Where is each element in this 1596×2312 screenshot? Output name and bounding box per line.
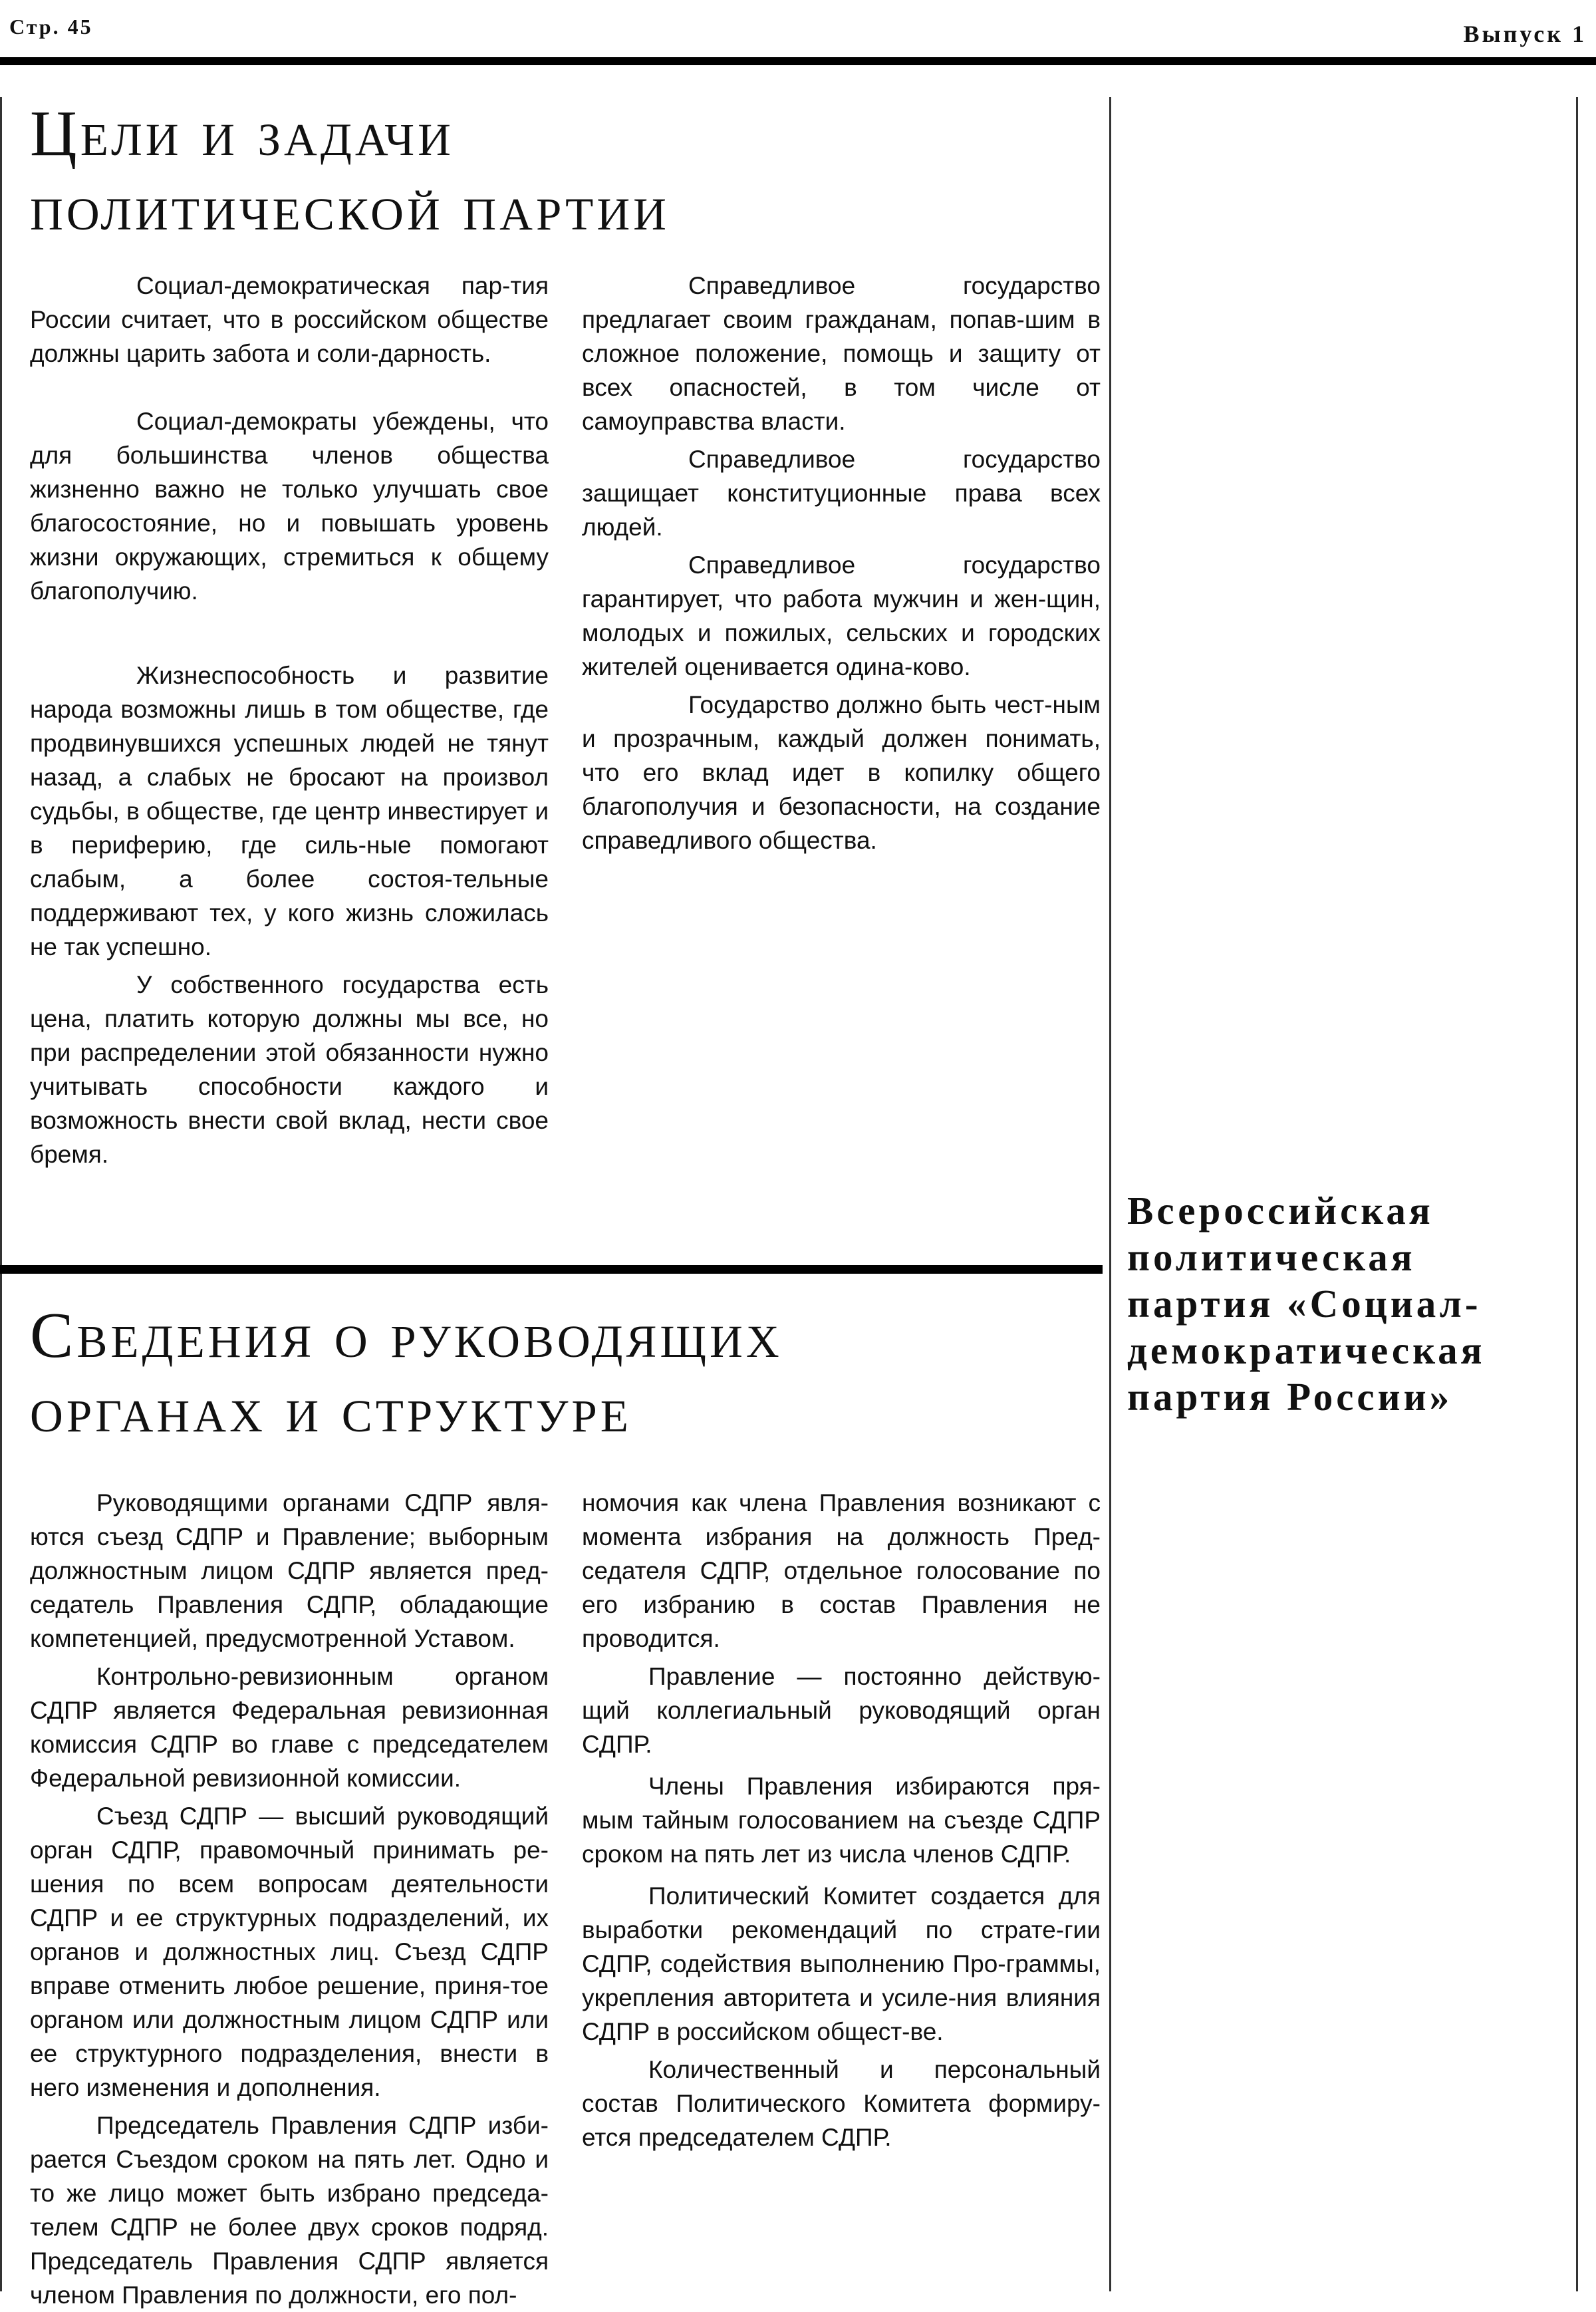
goals-right-column (582, 269, 1101, 857)
header-rule (0, 57, 1596, 65)
section-divider (0, 1265, 1103, 1274)
paragraph: Государство должно быть чест-ным и прозрачным, каждый должен понимать, что его вклад идет в копилку общего благополучия и безопасности, на создание справедливого общества. (582, 691, 1101, 854)
paragraph: Справедливое государство предлагает своим гражданам, попав-шим в сложное положение, помощь и защиту от всех опасностей, в том числе от самоуправства власти. (582, 272, 1101, 435)
sidebar-party-name: Всероссийская политическая партия «Социал-демократическая партия России» (1127, 1189, 1486, 1419)
page-number: Стр. 45 (9, 15, 93, 39)
paragraph: Жизнеспособность и развитие народа возможны лишь в том обществе, где продвинувшихся успешных людей не тянут назад, а слабых не бросают на произвол судьбы, в обществе, где центр инвестирует и в периферию, где силь-ные помогают слабым, а более состоя-тельные поддерживают тех, у кого жизнь сложилась не так успешно. (30, 662, 549, 960)
issue-label: Выпуск 1 (1463, 21, 1587, 47)
paragraph: Контрольно-ревизионным органом СДПР является Федеральная ревизионная комиссия СДПР во главе с председателем Федеральной ревизионной комиссии. (30, 1663, 549, 1792)
column-divider-left (0, 97, 2, 2291)
section-title-governance (30, 1298, 1081, 1447)
section-title-governance-line1: Сведения о руководящих (30, 1300, 783, 1372)
paragraph: Социал-демократы убеждены, что для большинства членов общества жизненно важно не только улучшать свое благосостояние, но и повышать уровень жизни окружающих, стремиться к общему благополучию. (30, 408, 549, 605)
paragraph: Председатель Правления СДПР изби-рается Съездом сроком на пять лет. Одно и то же лицо может быть избрано председа-телем СДПР не более двух сроков подряд. Председатель Правления СДПР является членом Правления по должности, его пол- (30, 2112, 549, 2309)
paragraph: Справедливое государство защищает конституционные права всех людей. (582, 446, 1101, 541)
section-title-goals-line1: Цели и задачи (30, 98, 454, 170)
paragraph: У собственного государства есть цена, платить которую должны мы все, но при распределении этой обязанности нужно учитывать способности каждого и возможность внести свой вклад, нести свое бремя. (30, 971, 549, 1168)
section-title-goals-line2: политической партии (30, 172, 670, 244)
column-divider-sidebar (1109, 97, 1111, 2291)
goals-left-column (30, 269, 549, 1171)
paragraph: Социал-демократическая пар-тия России считает, что в российском обществе должны царить забота и соли-дарность. (30, 272, 549, 367)
paragraph: Правление — постоянно действую-щий коллегиальный руководящий орган СДПР. (582, 1663, 1101, 1758)
paragraph: Справедливое государство гарантирует, что работа мужчин и жен-щин, молодых и пожилых, сельских и городских жителей оценивается одина-ково. (582, 551, 1101, 680)
section-title-goals (30, 96, 1081, 245)
paragraph: номочия как члена Правления возникают с момента избрания на должность Пред-седателя СДПР, отдельное голосование по его избранию в состав Правления не проводится. (582, 1489, 1101, 1652)
governance-left-column (30, 1486, 549, 2312)
page-header (0, 0, 1596, 67)
paragraph: Члены Правления избираются пря-мым тайным голосованием на съезде СДПР сроком на пять лет из числа членов СДПР. (582, 1773, 1101, 1868)
paragraph: Съезд СДПР — высший руководящий орган СДПР, правомочный принимать ре-шения по всем вопросам деятельности СДПР и ее структурных подразделений, их органов и должностных лиц. Съезд СДПР вправе отменить любое решение, приня-тое органом или должностным лицом СДПР или ее структурного подразделения, внести в него изменения и дополнения. (30, 1803, 549, 2101)
paragraph: Руководящими органами СДПР явля-ются съезд СДПР и Правление; выборным должностным лицом СДПР является пред-седатель Правления СДПР, обладающие компетенцией, предусмотренной Уставом. (30, 1489, 549, 1652)
paragraph: Политический Комитет создается для выработки рекомендаций по страте-гии СДПР, содействия выполнению Про-граммы, укрепления авторитета и усиле-ния влияния СДПР в российском общест-ве. (582, 1882, 1101, 2045)
paragraph: Количественный и персональный состав Политического Комитета формиру-ется председателем СДПР. (582, 2056, 1101, 2151)
governance-right-column (582, 1486, 1101, 2154)
section-title-governance-line2: органах и структуре (30, 1374, 632, 1446)
column-divider-right (1576, 97, 1578, 2291)
